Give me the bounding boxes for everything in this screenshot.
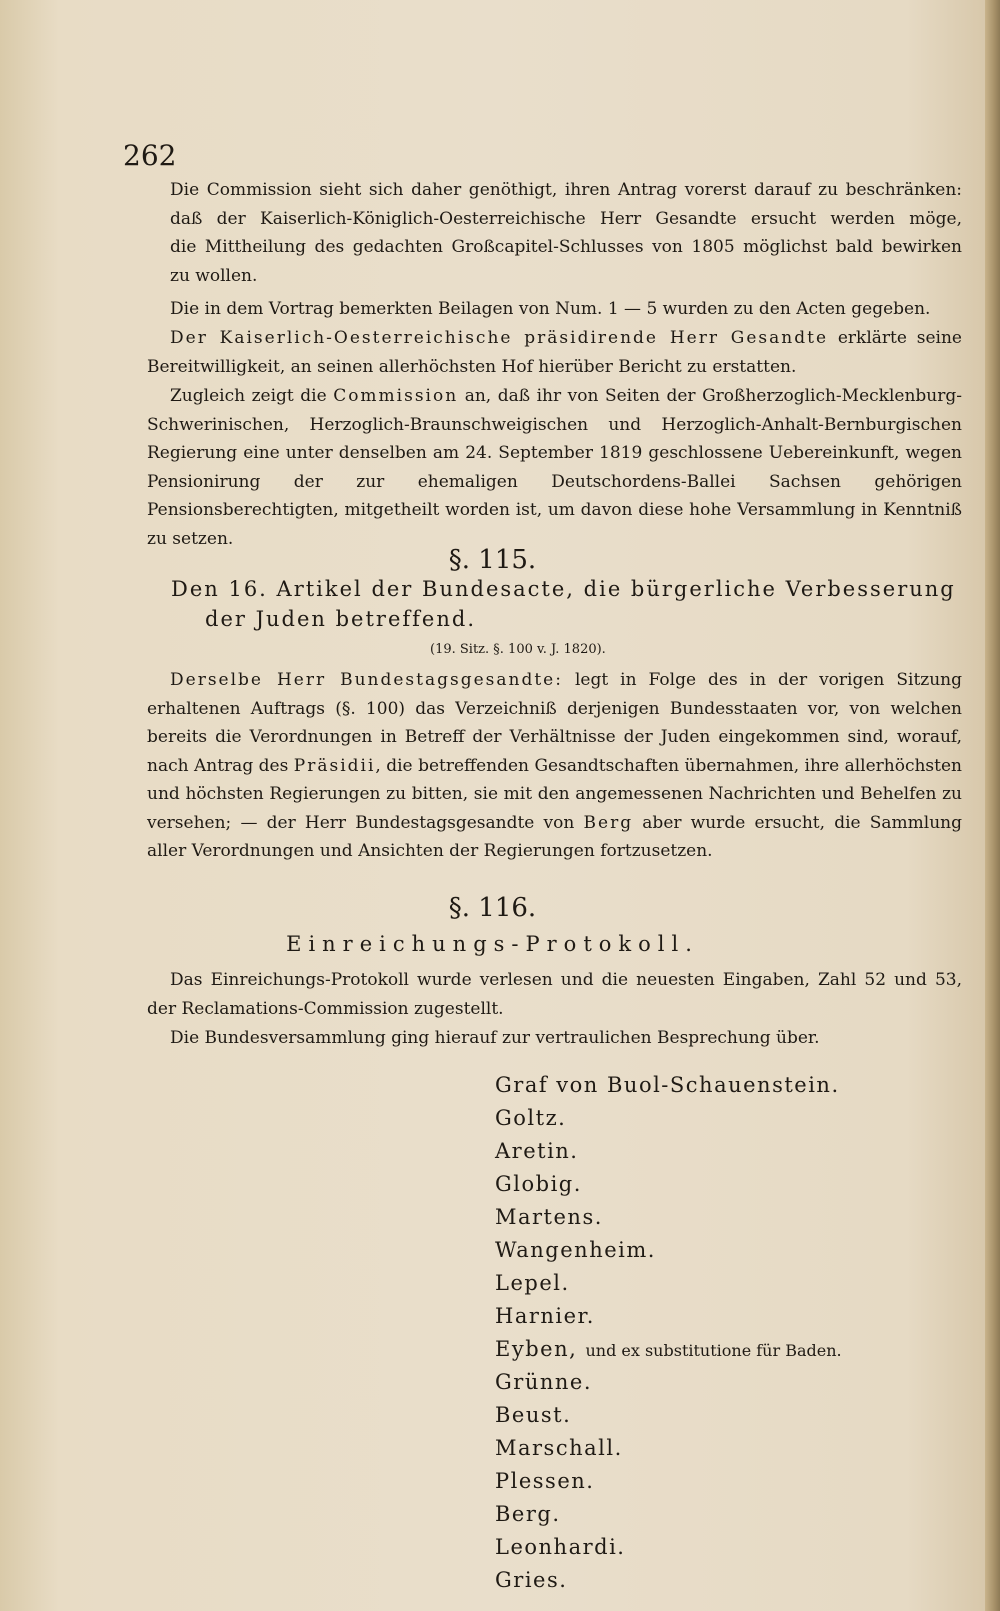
emphasis-commission: Commission bbox=[333, 386, 459, 406]
page-edge bbox=[985, 0, 1000, 1611]
signature: Martens. bbox=[495, 1205, 603, 1229]
paragraph-text: erklärte seine Bereitwilligkeit, an seinen allerhöchsten Hof hierüber Bericht zu erstatten. bbox=[147, 328, 962, 377]
paragraph-commission bbox=[170, 176, 962, 290]
section-heading-115: Den 16. Artikel der Bundesacte, die bürgerliche Verbesserung bbox=[171, 577, 956, 601]
paragraph-pensionirung bbox=[147, 382, 962, 553]
paragraph-besprechung: Die Bundesversammlung ging hierauf zur vertraulichen Besprechung über. bbox=[170, 1028, 820, 1048]
section-number-116: §. 116. bbox=[448, 893, 537, 923]
signature: Plessen. bbox=[495, 1469, 595, 1493]
section-number-115: §. 115. bbox=[448, 545, 537, 575]
signature: Beust. bbox=[495, 1403, 572, 1427]
paragraph-einreichung: Das Einreichungs-Protokoll wurde verlesen und die neuesten Eingaben, Zahl 52 und 53, der Reclamations-Commission zugestellt. bbox=[147, 970, 962, 1019]
section-reference: (19. Sitz. §. 100 v. J. 1820). bbox=[430, 642, 606, 657]
signature: Leonhardi. bbox=[495, 1535, 626, 1559]
paragraph-juden bbox=[147, 666, 962, 866]
paragraph-text: , die betreffenden Gesandtschaften übernahmen, ihre allerhöchsten und höchsten Regierungen zu bitten, sie mit den angemessenen Nachrichten und Behelfen zu versehen; — der Herr Bundestagsgesandte von bbox=[147, 755, 962, 833]
signature-note: und ex substitutione für Baden. bbox=[585, 1341, 842, 1360]
section-heading-116: Einreichungs-Protokoll. bbox=[286, 932, 699, 956]
paragraph-praesidium bbox=[147, 324, 962, 381]
speaker-name: Der Kaiserlich-Oesterreichische präsidirende Herr Gesandte bbox=[170, 328, 829, 348]
text-line: zu wollen. bbox=[170, 265, 258, 286]
paragraph-text: Zugleich zeigt die bbox=[170, 386, 334, 406]
signature: Gries. bbox=[495, 1568, 568, 1592]
signature: Aretin. bbox=[495, 1139, 579, 1163]
speaker-name: Derselbe Herr Bundestagsgesandte: bbox=[170, 670, 563, 690]
signature: Wangenheim. bbox=[495, 1238, 656, 1262]
signature: Eyben, bbox=[495, 1337, 578, 1361]
text-line: daß der Kaiserlich-Königlich-Oesterreichische Herr Gesandte ersucht werden möge, bbox=[170, 208, 962, 229]
text-line: Die Commission sieht sich daher genöthigt, ihren Antrag vorerst darauf zu beschränken: bbox=[170, 180, 962, 200]
signature-line bbox=[495, 1337, 842, 1361]
signature: Grünne. bbox=[495, 1370, 592, 1394]
signature: Lepel. bbox=[495, 1271, 570, 1295]
signature: Harnier. bbox=[495, 1304, 595, 1328]
signature: Graf von Buol-Schauenstein. bbox=[495, 1073, 840, 1097]
signature: Berg. bbox=[495, 1502, 561, 1526]
text-line: die Mittheilung des gedachten Großcapitel-Schlusses von 1805 möglichst bald bewirken bbox=[170, 237, 962, 257]
signature: Globig. bbox=[495, 1172, 582, 1196]
paragraph-text: an, daß ihr von Seiten der Großherzoglich-Mecklenburg-Schwerinischen, Herzoglich-Braunschweigischen und Herzoglich-Anhalt-Bernburgischen Regierung eine unter denselben am 24. September 1819 geschlossene Uebereinkunft, wegen Pensionirung der zur ehemaligen Deutschordens-Ballei Sachsen gehörigen Pensionsberechtigten, mitgetheilt worden ist, um davon diese hohe Versammlung in Kenntniß zu setzen. bbox=[147, 386, 962, 549]
signature: Marschall. bbox=[495, 1436, 623, 1460]
paragraph-text: aber wurde ersucht, die Sammlung aller Verordnungen und Ansichten der Regierungen fortzusetzen. bbox=[147, 812, 962, 861]
page-number: 262 bbox=[123, 139, 177, 172]
paragraph-text: legt in Folge des in der vorigen Sitzung erhaltenen Auftrags (§. 100) das Verzeichniß derjenigen Bundesstaaten vor, von welchen bereits die Verordnungen in Betreff der Verhältnisse der Juden eingekommen sind, worauf, nach Antrag des bbox=[147, 670, 963, 776]
section-heading-115-cont: der Juden betreffend. bbox=[205, 607, 476, 631]
emphasis-praesidii: Präsidii bbox=[293, 755, 376, 776]
signature: Goltz. bbox=[495, 1106, 567, 1130]
emphasis-berg: Berg bbox=[583, 812, 634, 833]
paragraph-beilagen: Die in dem Vortrag bemerkten Beilagen von Num. 1 — 5 wurden zu den Acten gegeben. bbox=[170, 299, 931, 319]
